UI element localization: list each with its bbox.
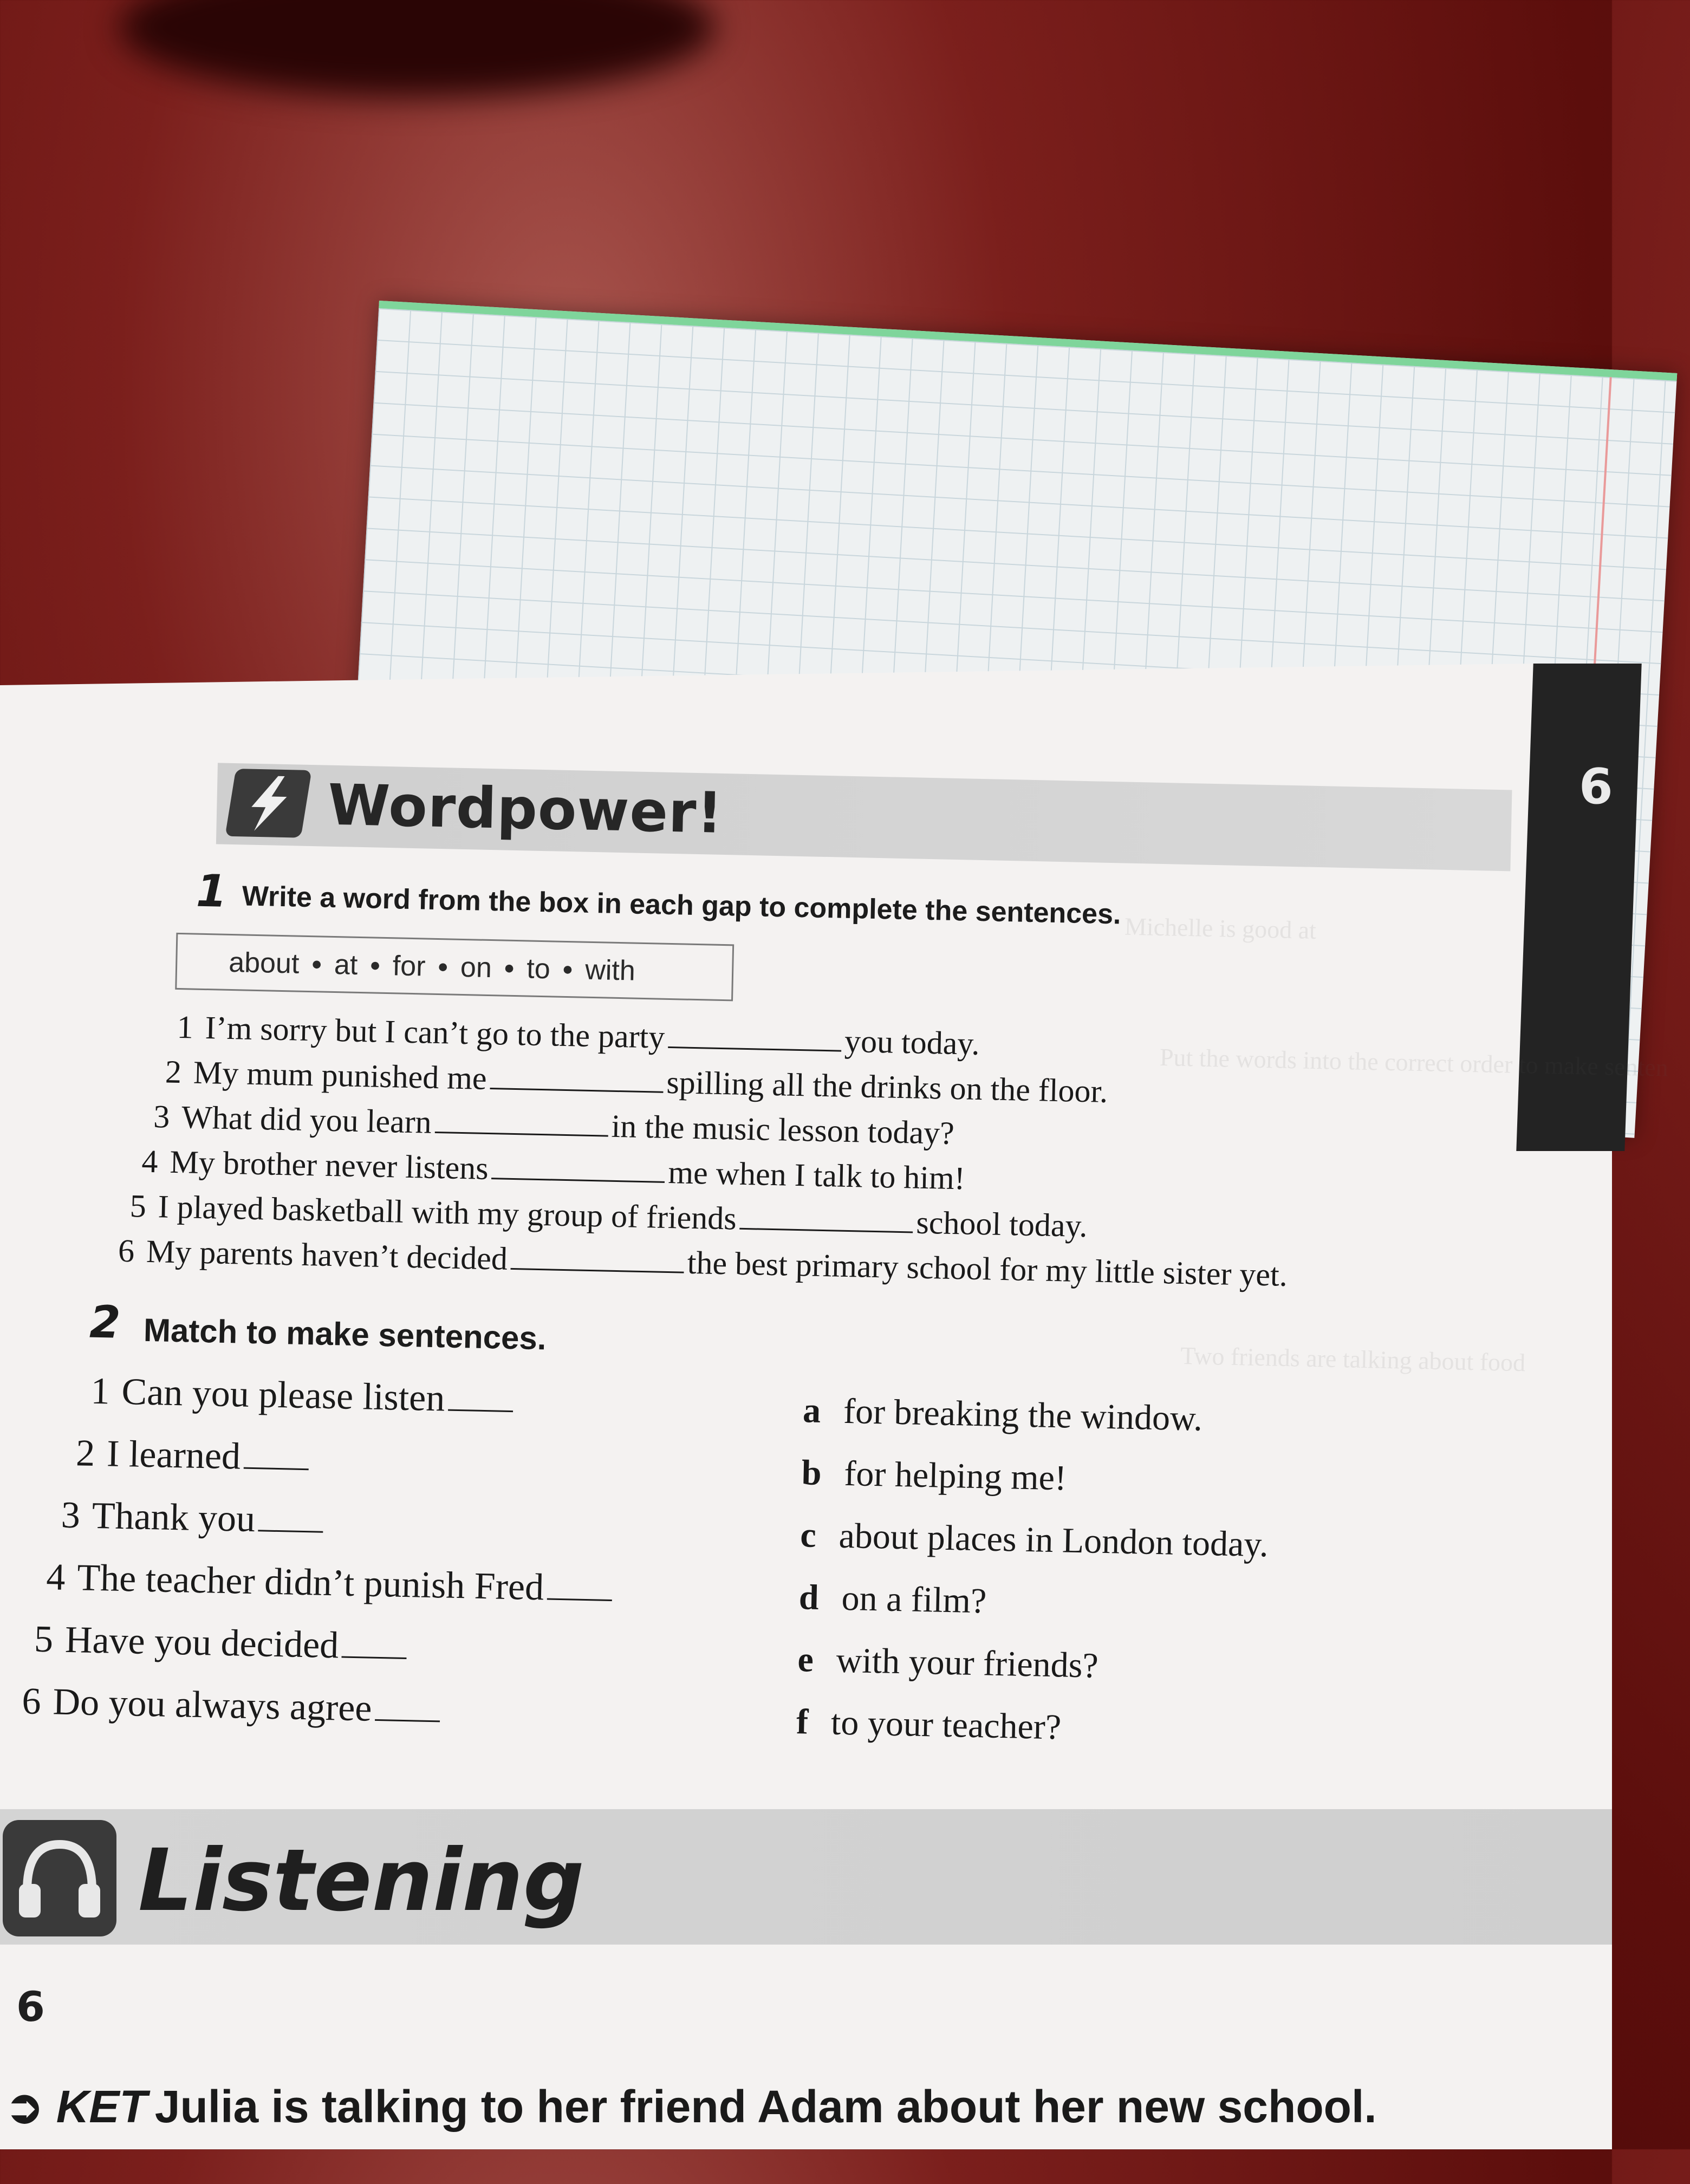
exercise-1-sentence: 5 I played basketball with my group of friends school today. bbox=[129, 1188, 1088, 1244]
match-right-item: d on a film? bbox=[798, 1577, 987, 1621]
word-box-item: on bbox=[460, 951, 492, 984]
headphones-icon bbox=[3, 1820, 116, 1936]
word-box-item: for bbox=[392, 950, 426, 983]
page-content: Michelle is good at Put the words into the correct order to make senten Two friends are talking about food Wordpower! 1 Write a word from the box in each gap to complete the sentences. about ● at ● for ● on ● to ● with 1 I’m sorry but I can’t go to the party you today. 2 My mum punished me spilling all the drinks on the floor. 3 What did you learn in the music lesson today? 4 My brother never listens me when I talk to him! 5 I played basketball with my group of friends school today. 6 My parents haven’t decided the best primary school for my little sister yet. 2 Match to make sentences. 1 Can you please listen 2 I learned 3 Thank you 4 The teacher didn’t punish Fred 5 Have you decided 6 Do you always agree a for breaking the window. b for helping me! c about places in London today. d on a film? e with your friends? f to your teacher? bbox=[0, 0, 1629, 2182]
lightning-bolt-icon bbox=[225, 769, 311, 838]
word-box-item: about bbox=[228, 946, 300, 980]
match-left-item: 5 Have you decided bbox=[34, 1618, 411, 1669]
exercise-2-instruction: Match to make sentences. bbox=[143, 1311, 547, 1357]
answer-gap[interactable] bbox=[547, 1573, 613, 1601]
exercise-1-sentence: 2 My mum punished me spilling all the drinks on the floor. bbox=[165, 1054, 1108, 1109]
answer-gap[interactable] bbox=[511, 1243, 685, 1273]
answer-gap[interactable] bbox=[244, 1442, 309, 1471]
answer-gap[interactable] bbox=[448, 1384, 514, 1413]
word-box-item: at bbox=[334, 948, 358, 981]
arrow-icon: ➲ bbox=[5, 2081, 44, 2132]
page-tab-number: 6 bbox=[1579, 758, 1613, 815]
word-box-item: with bbox=[584, 954, 636, 987]
match-right-item: f to your teacher? bbox=[796, 1702, 1062, 1747]
audio-track-number: 6 bbox=[16, 1982, 45, 2031]
answer-gap[interactable] bbox=[491, 1153, 665, 1183]
bullet-icon: ● bbox=[311, 953, 323, 974]
exercise-1-sentence: 1 I’m sorry but I can’t go to the party you today. bbox=[177, 1009, 980, 1062]
answer-gap[interactable] bbox=[375, 1694, 440, 1722]
answer-gap[interactable] bbox=[490, 1063, 664, 1093]
match-right-item: e with your friends? bbox=[797, 1640, 1099, 1686]
exercise-1-number: 1 bbox=[196, 865, 228, 918]
match-left-item: 1 Can you please listen bbox=[90, 1370, 517, 1422]
section-title: Wordpower! bbox=[327, 771, 724, 846]
answer-gap[interactable] bbox=[434, 1107, 608, 1137]
match-left-item: 2 I learned bbox=[75, 1432, 312, 1480]
bullet-icon: ● bbox=[562, 958, 574, 980]
answer-gap[interactable] bbox=[342, 1632, 407, 1660]
match-left-item: 4 The teacher didn’t punish Fred bbox=[46, 1556, 616, 1611]
match-right-item: c about places in London today. bbox=[800, 1515, 1269, 1565]
match-left-item: 3 Thank you bbox=[61, 1494, 327, 1543]
listening-instruction bbox=[5, 2080, 1377, 2133]
bullet-icon: ● bbox=[503, 957, 515, 978]
exercise-1-sentence: 4 My brother never listens me when I talk to him! bbox=[141, 1143, 966, 1197]
exercise-1-sentence: 6 My parents haven’t decided the best primary school for my little sister yet. bbox=[118, 1232, 1288, 1293]
listening-instruction-text: Julia is talking to her friend Adam about her new school. bbox=[154, 2081, 1377, 2132]
answer-gap[interactable] bbox=[668, 1022, 842, 1052]
answer-gap[interactable] bbox=[258, 1505, 324, 1533]
word-box bbox=[175, 933, 734, 1002]
exercise-1-instruction: Write a word from the box in each gap to complete the sentences. bbox=[242, 880, 1122, 931]
bullet-icon: ● bbox=[437, 955, 449, 977]
exercise-2-number: 2 bbox=[89, 1296, 121, 1349]
word-box-item: to bbox=[526, 952, 551, 985]
bullet-icon: ● bbox=[369, 954, 381, 976]
ket-label: KET bbox=[56, 2081, 147, 2132]
match-left-item: 6 Do you always agree bbox=[22, 1680, 444, 1732]
listening-title: Listening bbox=[138, 1831, 584, 1930]
match-right-item: b for helping me! bbox=[801, 1453, 1067, 1498]
exercise-1-sentence: 3 What did you learn in the music lesson today? bbox=[153, 1098, 955, 1152]
match-right-item: a for breaking the window. bbox=[802, 1390, 1203, 1439]
answer-gap[interactable] bbox=[739, 1203, 913, 1233]
